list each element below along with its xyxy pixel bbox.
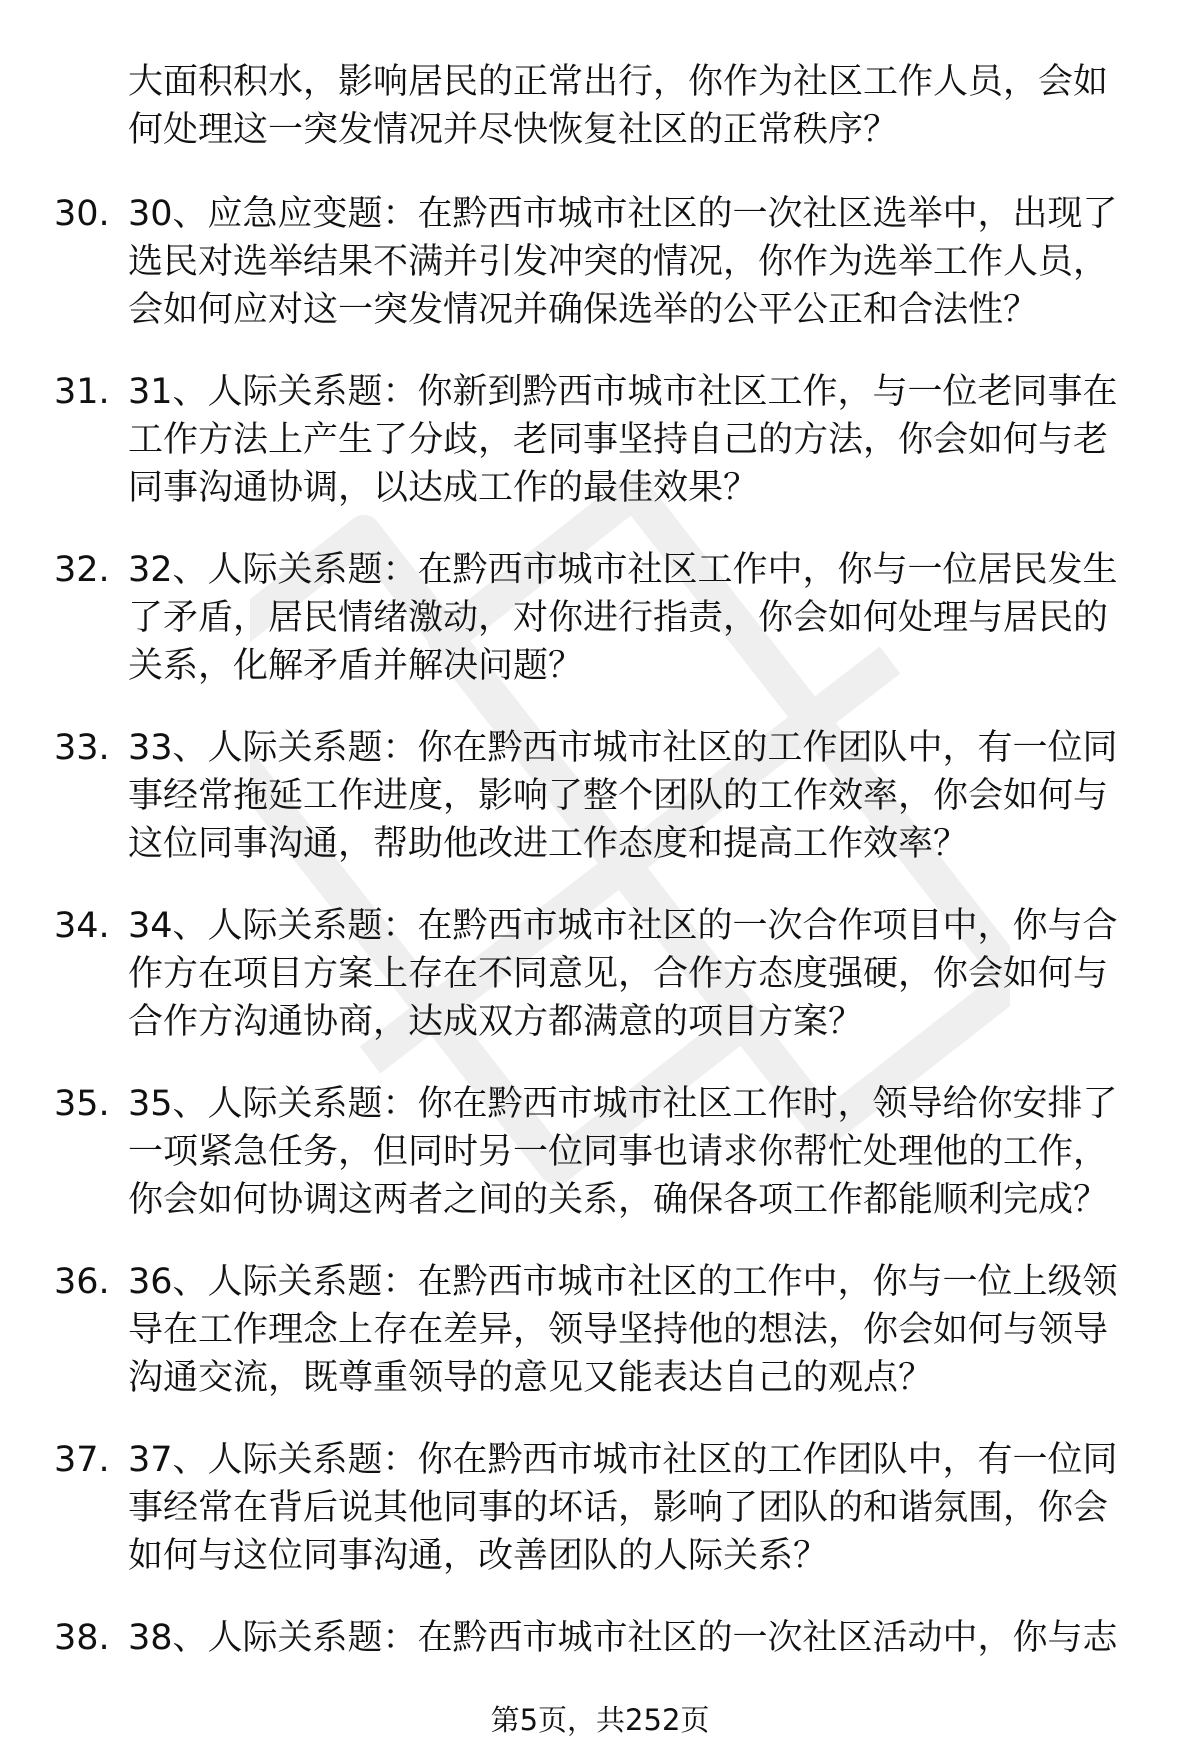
question-text: 38、人际关系题：在黔西市城市社区的一次社区活动中，你与志 (128, 1618, 1118, 1658)
question-text: 36、人际关系题：在黔西市城市社区的工作中，你与一位上级领导在工作理念上存在差异，领导坚持他的想法，你会如何与领导沟通交流，既尊重领导的意见又能表达自己的观点？ (128, 1262, 1118, 1398)
question-number: 35. (54, 1084, 110, 1124)
question-item (0, 1614, 1200, 1662)
question-item (0, 1258, 1200, 1402)
question-number: 36. (54, 1262, 110, 1302)
question-text: 37、人际关系题：你在黔西市城市社区的工作团队中，有一位同事经常在背后说其他同事的坏话，影响了团队的和谐氛围，你会如何与这位同事沟通，改善团队的人际关系？ (128, 1440, 1118, 1576)
question-item (0, 1436, 1200, 1580)
question-item (0, 368, 1200, 512)
question-text: 32、人际关系题：在黔西市城市社区工作中，你与一位居民发生了矛盾，居民情绪激动，对你进行指责，你会如何处理与居民的关系，化解矛盾并解决问题？ (128, 550, 1118, 686)
question-list (0, 190, 1200, 1662)
question-item (0, 190, 1200, 334)
question-text: 30、应急应变题：在黔西市城市社区的一次社区选举中，出现了选民对选举结果不满并引发冲突的情况，你作为选举工作人员，会如何应对这一突发情况并确保选举的公平公正和合法性？ (128, 194, 1118, 330)
question-text: 33、人际关系题：你在黔西市城市社区的工作团队中，有一位同事经常拖延工作进度，影响了整个团队的工作效率，你会如何与这位同事沟通，帮助他改进工作态度和提高工作效率？ (128, 728, 1118, 864)
question-number: 33. (54, 728, 110, 768)
question-number: 30. (54, 194, 110, 234)
question-text: 34、人际关系题：在黔西市城市社区的一次合作项目中，你与合作方在项目方案上存在不同意见，合作方态度强硬，你会如何与合作方沟通协商，达成双方都满意的项目方案？ (128, 906, 1118, 1042)
page-footer: 第5页，共252页 (490, 1703, 710, 1737)
continuation-text: 大面积积水，影响居民的正常出行，你作为社区工作人员，会如何处理这一突发情况并尽快恢复社区的正常秩序？ (128, 62, 1109, 150)
question-text: 31、人际关系题：你新到黔西市城市社区工作，与一位老同事在工作方法上产生了分歧，老同事坚持自己的方法，你会如何与老同事沟通协调，以达成工作的最佳效果？ (128, 372, 1118, 508)
question-number: 37. (54, 1440, 110, 1480)
question-item (0, 724, 1200, 868)
question-number: 31. (54, 372, 110, 412)
question-item (0, 902, 1200, 1046)
question-number: 34. (54, 906, 110, 946)
question-text: 35、人际关系题：你在黔西市城市社区工作时，领导给你安排了一项紧急任务，但同时另一位同事也请求你帮忙处理他的工作，你会如何协调这两者之间的关系，确保各项工作都能顺利完成？ (128, 1084, 1118, 1220)
question-number: 32. (54, 550, 110, 590)
question-item (0, 546, 1200, 690)
question-number: 38. (54, 1618, 110, 1658)
question-item (0, 1080, 1200, 1224)
